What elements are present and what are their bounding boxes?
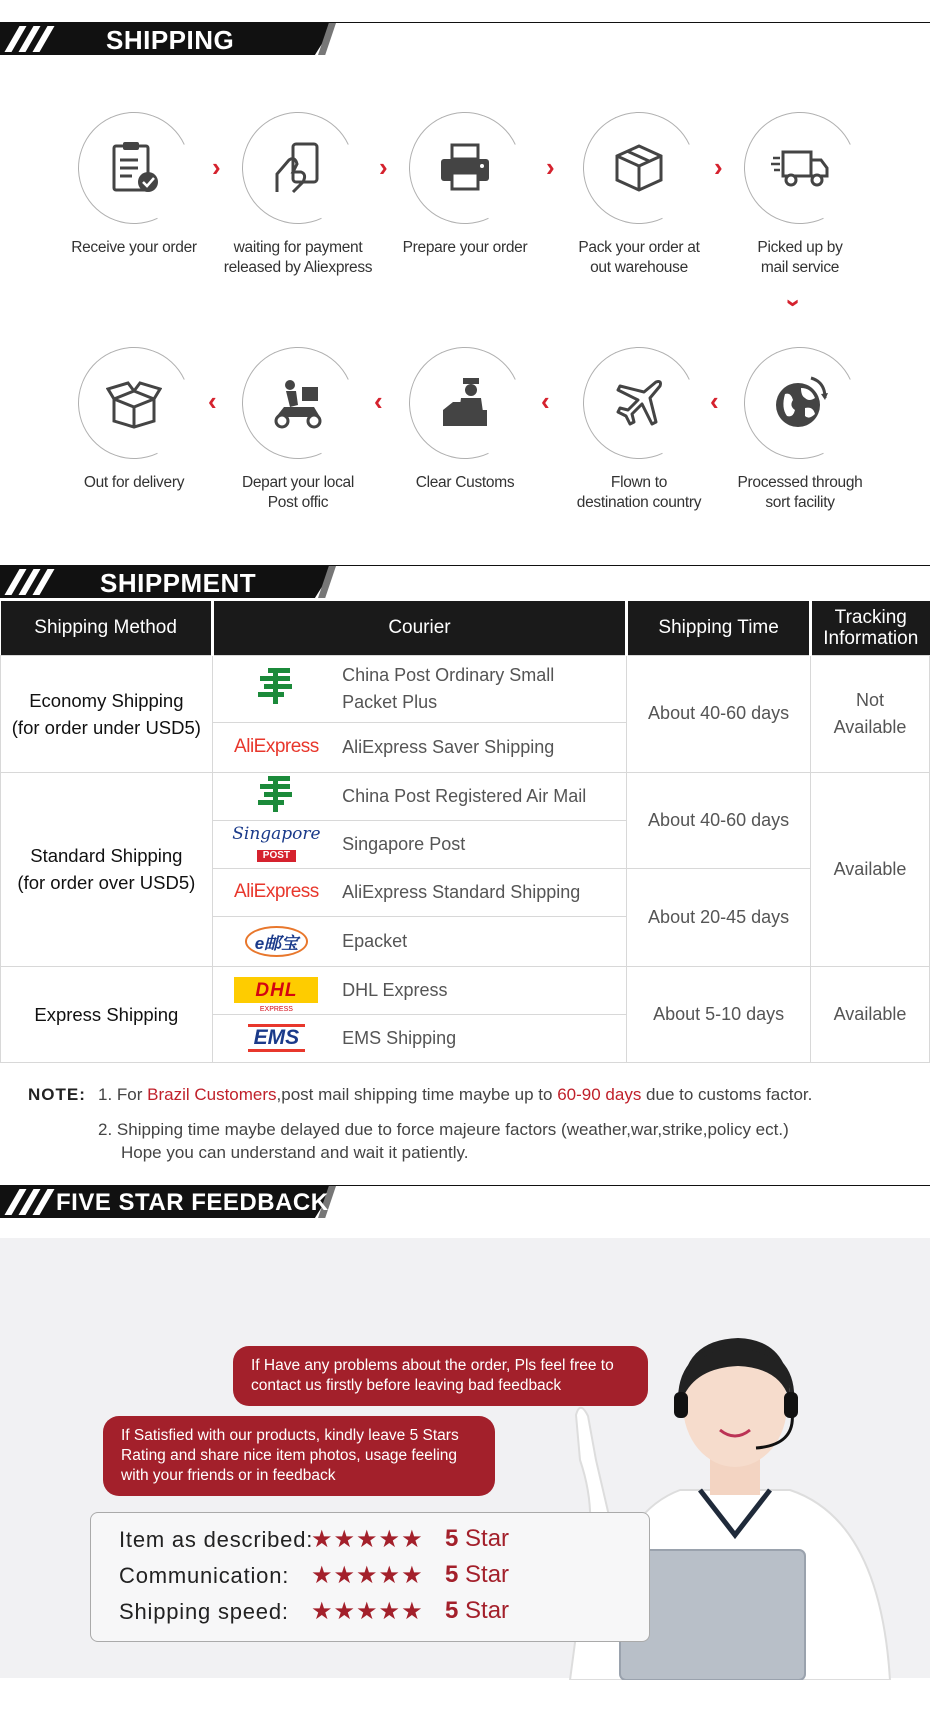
rating-label-item: Item as described: <box>119 1527 314 1552</box>
courier-aliexpress-saver: AliExpress Saver Shipping <box>340 722 627 772</box>
aliexpress-logo: AliExpress <box>212 722 340 772</box>
scooter-courier-icon <box>268 373 328 433</box>
ems-logo: EMS <box>212 1014 340 1062</box>
delivery-truck-icon <box>770 138 830 198</box>
track-economy: Not Available <box>811 655 930 772</box>
step-clear-customs: Clear Customs <box>381 347 549 493</box>
slashes-decoration <box>4 569 54 595</box>
china-post-logo <box>212 655 340 722</box>
section-title-shipping: SHIPPING <box>106 25 235 55</box>
china-post-logo <box>212 772 340 820</box>
method-standard: Standard Shipping (for order over USD5) <box>1 772 213 966</box>
step-waiting-payment: waiting for payment released by Aliexpress <box>214 112 382 278</box>
rating-stars-item: ★★★★★ <box>311 1526 424 1553</box>
hand-card-icon <box>268 138 328 198</box>
aliexpress-logo: AliExpress <box>212 868 340 916</box>
chevron-down-icon: › <box>779 298 810 308</box>
courier-singapore-post: Singapore Post <box>340 820 627 868</box>
rating-label-shipping-speed: Shipping speed: <box>119 1599 289 1624</box>
rating-stars-shipping-speed: ★★★★★ <box>311 1598 424 1625</box>
time-express: About 5-10 days <box>627 966 811 1062</box>
printer-icon <box>435 138 495 198</box>
method-economy: Economy Shipping (for order under USD5) <box>1 655 213 772</box>
header-time: Shipping Time <box>627 601 811 655</box>
time-standard-1: About 40-60 days <box>627 772 811 868</box>
slashes-decoration <box>4 26 54 52</box>
step-flown-destination: Flown to destination country <box>555 347 723 513</box>
bubble-leave-5-stars: If Satisfied with our products, kindly leave 5 Stars Rating and share nice item photos, usage feeling with your friends or in feedback <box>103 1416 495 1496</box>
header-tracking: Tracking Information <box>811 601 930 655</box>
track-standard: Available <box>811 772 930 966</box>
section-title-feedback: FIVE STAR FEEDBACK <box>56 1189 329 1216</box>
step-receive-order: Receive your order <box>50 112 218 258</box>
step-out-delivery: Out for delivery <box>50 347 218 493</box>
step-pack-order: Pack your order at out warehouse <box>555 112 723 278</box>
bubble-contact-us: If Have any problems about the order, Pls feel free to contact us firstly before leaving bad feedback <box>233 1346 648 1406</box>
customs-officer-icon <box>435 373 495 433</box>
chevron-right-icon: › <box>212 152 221 182</box>
step-picked-up: Picked up by mail service <box>716 112 884 278</box>
shipping-banner <box>0 22 930 56</box>
track-express: Available <box>811 966 930 1062</box>
table-header-row <box>1 601 930 655</box>
rating-value-communication: 5 Star <box>445 1561 510 1588</box>
slashes-decoration <box>4 1189 54 1215</box>
table-row <box>1 772 930 820</box>
shippment-banner <box>0 565 930 599</box>
chevron-left-icon: ‹ <box>374 386 383 416</box>
chevron-right-icon: › <box>714 152 723 182</box>
rating-label-communication: Communication: <box>119 1563 290 1588</box>
chevron-right-icon: › <box>546 152 555 182</box>
header-courier: Courier <box>212 601 627 655</box>
step-processed-sort: Processed through sort facility <box>716 347 884 513</box>
time-economy: About 40-60 days <box>627 655 811 772</box>
singapore-post-logo: Singapore POST <box>212 820 340 868</box>
chevron-left-icon: ‹ <box>710 386 719 416</box>
epacket-logo: e邮宝 <box>212 916 340 966</box>
courier-ems: EMS Shipping <box>340 1014 627 1062</box>
table-row <box>1 966 930 1014</box>
courier-epacket: Epacket <box>340 916 627 966</box>
globe-icon <box>770 373 830 433</box>
header-method: Shipping Method <box>1 601 213 655</box>
courier-china-post-registered: China Post Registered Air Mail <box>340 772 627 820</box>
dhl-logo: DHL EXPRESS <box>212 966 340 1014</box>
box-icon <box>609 138 669 198</box>
step-prepare-order: Prepare your order <box>381 112 549 258</box>
note-label: NOTE: <box>28 1085 86 1104</box>
section-title-shippment: SHIPPMENT <box>100 568 257 598</box>
shipping-note: NOTE: 1. For Brazil Customers,post mail shipping time maybe up to 60-90 days due to customs factor. 2. Shipping time maybe delayed due to force majeure factors (weather,war,strike,policy ect.) Hope you can understand and wait it patiently. <box>28 1085 813 1162</box>
chevron-left-icon: ‹ <box>208 386 217 416</box>
courier-china-post-small-packet: China Post Ordinary Small Packet Plus <box>340 655 627 722</box>
feedback-banner <box>0 1185 930 1219</box>
time-standard-2: About 20-45 days <box>627 868 811 966</box>
rating-value-shipping-speed: 5 Star <box>445 1597 510 1624</box>
chevron-right-icon: › <box>379 152 388 182</box>
chevron-left-icon: ‹ <box>541 386 550 416</box>
method-express: Express Shipping <box>1 966 213 1062</box>
courier-dhl: DHL Express <box>340 966 627 1014</box>
rating-stars-communication: ★★★★★ <box>311 1562 424 1589</box>
table-row <box>1 655 930 722</box>
airplane-icon <box>609 373 669 433</box>
courier-aliexpress-standard: AliExpress Standard Shipping <box>340 868 627 916</box>
open-box-icon <box>104 373 164 433</box>
shipping-table <box>0 601 930 1063</box>
clipboard-check-icon <box>104 138 164 198</box>
rating-value-item: 5 Star <box>445 1525 510 1552</box>
rating-box <box>90 1512 650 1642</box>
step-depart-post: Depart your local Post offic <box>214 347 382 513</box>
